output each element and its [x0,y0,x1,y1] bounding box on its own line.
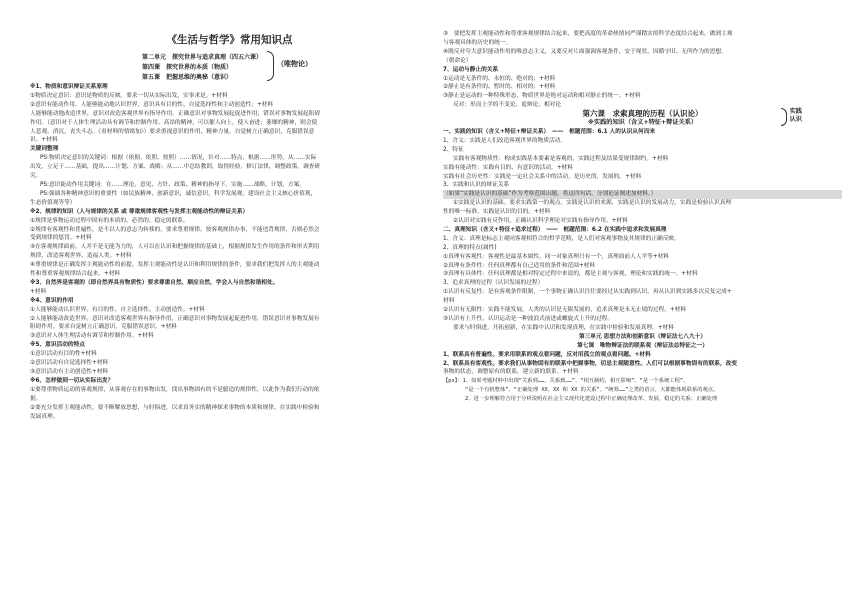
unit2-line: 第二单元 探究世界与追求真理（四五六课） [142,54,263,61]
lesson6-title: 第六课 求索真理的历程（认识论） [582,109,703,119]
section-heading: 二、真理知识（含义+特征+追求过程） —— 框题范围：6.2 在实践中追求和发展真理 [443,226,667,233]
text-line: ③真理有具体性：任何真理都是相对特定过程中来说的，都是主观与客观，理论和实践的统一。+材料 [443,271,698,278]
gray-note: （如果“实践是认识的基础”作为考察范围出题，将这四句话，分别论证阐述加材料。） [443,190,842,199]
lesson6-subtitle: ※实践的知识（含义+特征+辩证关系） [587,119,698,127]
right-mid [443,128,842,190]
unit3-title: 第三单元 思想方法和创新意识（辩证法七八九十） [578,333,707,340]
right-bot [443,351,842,378]
text-line: ③意识活动有主动创造性+材料 [30,369,109,375]
text-line: ①物质决定意识：意识是物质的反映。要求一切从实际出发，实事求是。+材料 [30,92,228,99]
unit2-header [142,53,429,83]
text-line: +材料 [30,288,47,295]
text-line: ③认识有上升性，认识运动是一种波浪式前进或螺旋式上升的过程。 [443,316,614,322]
text-line: 作用。（意识对于人体生理活动具有调节和控制作用。高昂的精神，可以催人向上，使人奋进；萎靡的精神，则会使 [30,119,318,126]
text-line: ②意识有能动作用。人能够能动地认识世界，意识具有目的性、自觉选择性和主动创造性；+材料 [30,101,274,108]
text-line: 材料 [443,298,455,305]
unit2-line: 第五课 把握思维的奥秘（意识） [142,74,233,81]
text-line: 性和尊重客观规律结合起来。+材料 [30,271,121,278]
brace-label-line: 实践 [789,108,802,116]
section-heading: 1、联系具有普遍性。要求用联系的观点看问题，反对用孤立的观点看问题。+材料 [443,351,651,358]
text-line: 生态价值观等等） [30,199,76,206]
ps-line: 2、进一步理解符合用于分析说明在社会主义现代化建设过程中正确处理改革、发展、稳定的关系；正确处理 [465,396,718,403]
text-line: 反对：形而上学的不变论、诡辩论、相对论 [453,102,562,109]
text-line: 2、真理的特点(属性) [443,244,497,251]
text-line: ①规律是事物运动过程中固有的本质的、必然的、稳定的联系。 [30,217,189,224]
ps-line: “是一个有机整体”、“正确处理 XX、XX 和 XX 的关系”、“统筹……”之类的语言，大都能体现联系的观点。 [465,387,719,394]
ps-line: 【ps】：1、如果考题材料中出现“关系到……，关系到……”、“相互制约，相互影响”、“是一个系统工程”、 [443,378,689,385]
text-line: 与客观具体的历史的统一。 [443,39,512,46]
text-line: 受到规律的惩罚。+材料 [30,235,92,242]
text-line: 阻碍作用。要求自觉树立正确意识，克服错误意识。+材料 [30,324,177,331]
section-heading: ※3、自然界是客观的（即自然界具有物质性）要求尊重自然、顺应自然，学会人与自然和谐相处。 [30,279,279,286]
text-line: ③在客观规律面前，人并不是无能为力的，人可以在认识和把握规律的基础上，根据规律发生作用的条件和形式利用 [30,244,320,251]
text-line: 3、追求真理的过程（认识发展的过程） [443,280,544,287]
left-column [30,30,429,607]
text-line: ④尊重规律是正确发挥主观能动性的前提。发挥主观能动性是认识和利用规律的条件，要求我们把发挥人的主观能动 [30,262,320,269]
right-top [443,30,842,110]
left-body [30,83,429,421]
text-line: ②规律有客观性和普遍性，是不以人的意志为转移的，要求尊重规律，按客观规律办事，不能违背规律，否则必然会 [30,226,320,233]
text-line: 出发，立足于……基础，提出……计划、方案、战略；从……中总结教训，取得经验，修订法律，调整政策，调查研 [30,164,321,171]
text-line: PS:强调各种精神意识的重要性（如民族精神，创新意识，诚信意识，科学发展观，建设社会主义核心价值观， [40,190,317,197]
text-line: ②人能够能动改造世界，意识对改造客观世界有指导作用，正确意识对事物发展起促进作用，错误意识对事物发展有 [30,315,320,322]
unit2-line: 第四课 探究世界的本质（物质） [142,64,233,71]
section-heading: ※6、怎样做到一切从实际出发？ [30,377,114,384]
text-line: ③意识对人体生理活动有调节和控制作用。+材料 [30,333,154,340]
text-line: ①要尊重物质运动的客观规律，从客观存在的事物出发，找出事物固有的不是臆造的规律性，以此作为我们行动的依 [30,386,320,393]
text-line: ②认识有无限性：实践不能发展，人类的认识是无限发展的，追求真理是永无止境的过程。+材料 [443,307,687,314]
section-heading: ※5、意识活动的特点 [30,342,85,349]
text-line: ④既反对夸大意识能动作用的唯意志主义，又要反对片面强调客观条件，安于现状、因循守旧、无所作为的思想。 [443,48,727,55]
section-heading: ※2、规律的知识（人与规律的关系 或 尊重规律客观性与发挥主观能动性的辩证关系） [30,208,249,215]
text-line: ②真理有条件性：任何真理都有自己适用的条件和范围+材料 [443,262,596,269]
text-line: ②认识对实践有反作用，正确认识科学理论对实践有指导作用。+材料 [453,218,628,225]
text-line: 据。 [30,395,42,402]
text-line: （朝命论） [443,57,472,64]
text-line: 实践有社会历史性：实践是一定社会关系中的活动，是历史的、发展的。+材料 [443,173,642,180]
brace-label-line: 认识 [789,116,802,124]
text-line: 究。 [30,173,42,180]
document-title: 《生活与哲学》常用知识点 [166,34,293,46]
text-line: ①认识有反复性：是有客观条件限制，一个事物正确认识往往要经过从实践到认识，再从认识到实践多次反复完成+ [443,289,732,296]
text-line: ①人能够能动认识世界，有目的性、自主选择性、主动创造性。+材料 [30,306,205,313]
text-line: ③ 要把发挥主观能动性和尊重客观规律结合起来，要把高度的革命热情同严谨踏实的科学态度结合起来，做到主观 [443,31,733,37]
text-line: 实践有能动性：实践有目的、有意识的活动。+材料 [443,164,573,171]
text-line: ①意识活动有目的性+材料 [30,351,97,358]
lesson6-header [443,110,842,128]
right-mid2 [443,199,842,333]
text-line: 1、含义：实践是人们改造客观世界的物质活动。 [443,137,567,144]
text-line: 要求与时俱进，开拓创新，在实践中认识和发现真理，在实践中检验和发展真理。+材料 [453,324,674,331]
text-line: 1、含义：真理是标志主观同客观相符合的哲学范畴，是人们对客观事物及其规律的正确反映。 [443,235,680,242]
section-heading: 7、运动与静止的关系 [443,66,499,73]
text-line: ①实践是认识的基础。要求实践第一的观点。实践是认识的来源，实践是认识的发展动力，实践是检验认识真理 [453,200,732,207]
text-line: 2、特征 [443,146,464,153]
text-line: 发展真理。 [30,413,59,420]
lesson7-title: 第七课 唯物辩证法的联系观（辩证法总特征之一） [577,342,708,349]
text-line: ①真理有客观性：客观性是最基本属性，同一对象真理只有一个，真理面前人人平等+材料 [443,253,669,260]
text-line: ②要充分发挥主观能动性，要不断解放思想，与时俱进，以求真务实的精神探求事物的本质和规律，在实践中检验和 [30,404,320,411]
text-line: PS:物质决定意识的关键词：根据（依据、依照、按照）……情况，针对……特点，根据……形势，从……实际 [40,155,317,162]
text-line: 人能够能动地改造世界，意识对改造客观世界有指导作用。正确意识对事物发展起促进作用，错误对事物发展起阻碍 [30,110,321,117]
section-heading: 关键词整理 [30,146,59,153]
text-line: ①运动是无条件的、永恒的、绝对的；+材料 [443,75,556,82]
text-line: 3、实践和认识的辩证关系 [443,182,510,189]
section-heading: ※1、物质和意识辩证关系原理 [30,84,108,90]
text-line: ②静止是有条件的、暂时的、相对的；+材料 [443,84,556,91]
text-line: 事物的状态，调整原有的联系，建立新的联系。+材料 [443,369,579,376]
unit2-brace-label: （唯物论） [277,60,312,68]
section-heading: ※4、意识的作用 [30,297,74,304]
text-line: 实践有客观物质性：构成实践基本要素是客观的，实践过程及结果受规律制约。+材料 [453,155,669,162]
text-line: PS:意识能动作用关键词：在……理论，意见、方针、政策、精神的指导下。实施……战略，计划，方案。 [40,181,305,188]
text-line: ②意识活动有自觉选择性+材料 [30,360,109,367]
ps-block [443,377,842,404]
right-column [443,30,842,607]
text-line: 性的唯一标准，实践是认识的目的。+材料 [443,209,551,216]
text-line: ③静止是运动的一种特殊形态，物质世界是绝对运动和相对静止的统一。+材料 [443,93,641,100]
text-line: 识。+材料 [30,137,58,144]
text-line: 人悲观、消沉，丧失斗志。《看材料的情绪加》）要求重视意识的作用、精神力量，自觉树立正确意识，克服错误意 [30,128,315,135]
lesson6-brace-label [790,108,802,124]
section-heading: 2、联系具有客观性。要求我们从事物固有的联系中把握事物，切忌主观随意性。人们可以根据事物固有的联系，改变 [443,360,738,367]
section-heading: 一、实践的知识（含义+特征+辩证关系） —— 框题范围：6.1 人的认识从何而来 [443,128,656,135]
text-line: 规律，改造客观世界、造福人类。+材料 [30,253,132,260]
